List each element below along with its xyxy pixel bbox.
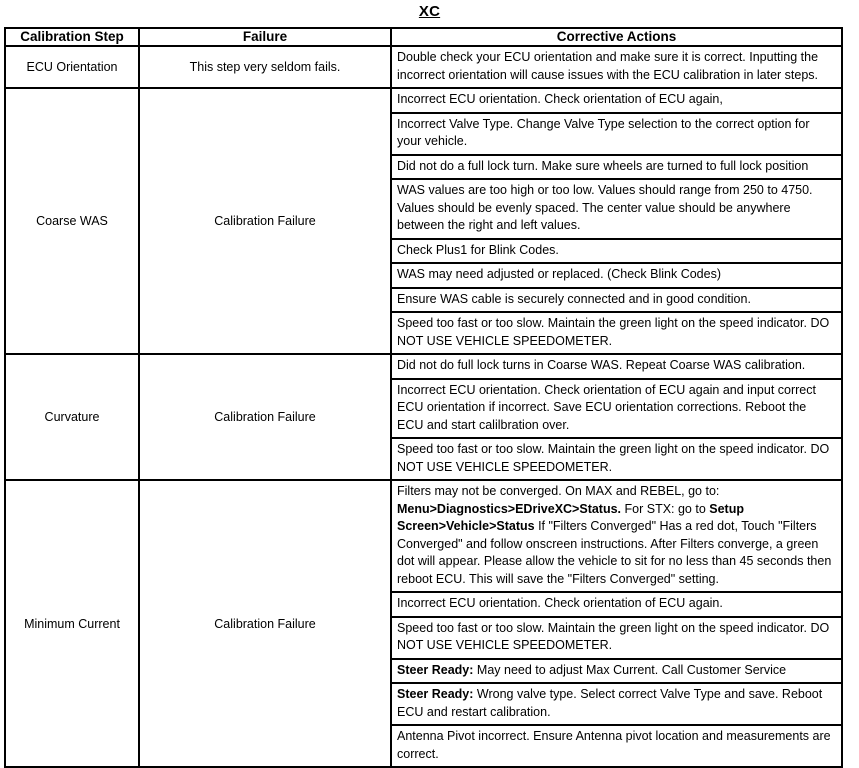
corrective-action-text bbox=[392, 683, 841, 725]
corrective-action-row bbox=[392, 47, 841, 87]
corrective-actions-list bbox=[392, 47, 841, 87]
corrective-actions-list bbox=[392, 481, 841, 766]
corrective-action-row bbox=[392, 592, 841, 617]
corrective-action-text: Incorrect ECU orientation. Check orientation of ECU again. bbox=[392, 592, 841, 617]
corrective-action-row bbox=[392, 155, 841, 180]
table-row bbox=[5, 354, 842, 480]
calibration-step-cell: Minimum Current bbox=[5, 480, 139, 767]
calibration-step-cell: ECU Orientation bbox=[5, 46, 139, 88]
table-header-row bbox=[5, 28, 842, 46]
corrective-action-text: WAS may need adjusted or replaced. (Check Blink Codes) bbox=[392, 263, 841, 288]
body-text: If "Filters Converged" Has a red dot, Touch "Filters Converged" and follow onscreen instructions. After Filters converge, a green dot will appear. Please allow the vehicle to sit for no less than 45 seconds then reboot ECU. This will save the "Filters Converged" setting. bbox=[397, 519, 832, 586]
corrective-action-row bbox=[392, 312, 841, 353]
corrective-actions-cell bbox=[391, 46, 842, 88]
column-header-corrective-actions: Corrective Actions bbox=[391, 28, 842, 46]
emphasis-text: Steer Ready: bbox=[397, 662, 474, 677]
corrective-action-text: Did not do a full lock turn. Make sure wheels are turned to full lock position bbox=[392, 155, 841, 180]
body-text: For STX: go to bbox=[621, 501, 710, 516]
column-header-failure: Failure bbox=[139, 28, 391, 46]
failure-cell: This step very seldom fails. bbox=[139, 46, 391, 88]
failure-cell: Calibration Failure bbox=[139, 354, 391, 480]
body-text: May need to adjust Max Current. Call Customer Service bbox=[473, 662, 787, 677]
corrective-action-row bbox=[392, 179, 841, 239]
table-row bbox=[5, 46, 842, 88]
calibration-step-cell: Coarse WAS bbox=[5, 88, 139, 354]
corrective-actions-cell bbox=[391, 480, 842, 767]
calibration-troubleshooting-table bbox=[4, 27, 843, 768]
failure-cell: Calibration Failure bbox=[139, 480, 391, 767]
corrective-action-row bbox=[392, 659, 841, 684]
corrective-action-text: Double check your ECU orientation and make sure it is correct. Inputting the incorrect orientation will cause issues with the ECU calibration in later steps. bbox=[397, 50, 819, 82]
corrective-action-text: Antenna Pivot incorrect. Ensure Antenna pivot location and measurements are correct. bbox=[392, 725, 841, 766]
table-body bbox=[5, 46, 842, 767]
corrective-action-row bbox=[392, 438, 841, 479]
calibration-step-cell: Curvature bbox=[5, 354, 139, 480]
corrective-action-text: Speed too fast or too slow. Maintain the green light on the speed indicator. DO NOT USE VEHICLE SPEEDOMETER. bbox=[392, 617, 841, 659]
corrective-action-text: Speed too fast or too slow. Maintain the green light on the speed indicator. DO NOT USE VEHICLE SPEEDOMETER. bbox=[392, 438, 841, 479]
corrective-action-row bbox=[392, 89, 841, 113]
corrective-actions-cell bbox=[391, 88, 842, 354]
corrective-actions-list bbox=[392, 89, 841, 353]
corrective-action-text: WAS values are too high or too low. Values should range from 250 to 4750. Values should be evenly spaced. The center value should be anywhere between the right and left values. bbox=[392, 179, 841, 239]
corrective-action-text: Did not do full lock turns in Coarse WAS. Repeat Coarse WAS calibration. bbox=[392, 355, 841, 379]
corrective-action-row bbox=[392, 725, 841, 766]
table-row bbox=[5, 88, 842, 354]
corrective-action-row bbox=[392, 481, 841, 592]
corrective-action-row bbox=[392, 379, 841, 439]
corrective-action-row bbox=[392, 239, 841, 264]
corrective-action-row bbox=[392, 113, 841, 155]
column-header-calibration-step: Calibration Step bbox=[5, 28, 139, 46]
corrective-action-row bbox=[392, 355, 841, 379]
corrective-action-text: Speed too fast or too slow. Maintain the green light on the speed indicator. DO NOT USE VEHICLE SPEEDOMETER. bbox=[392, 312, 841, 353]
emphasis-text: Steer Ready: bbox=[397, 687, 474, 701]
emphasis-text: Menu>Diagnostics>EDriveXC>Status. bbox=[397, 501, 622, 516]
corrective-action-text: Check Plus1 for Blink Codes. bbox=[392, 239, 841, 264]
corrective-action-row bbox=[392, 683, 841, 725]
table-row bbox=[5, 480, 842, 767]
corrective-action-text: Incorrect Valve Type. Change Valve Type selection to the correct option for your vehicle. bbox=[392, 113, 841, 155]
corrective-action-text: Incorrect ECU orientation. Check orientation of ECU again, bbox=[392, 89, 841, 113]
corrective-action-text: Ensure WAS cable is securely connected and in good condition. bbox=[392, 288, 841, 313]
corrective-actions-list bbox=[392, 355, 841, 479]
corrective-action-row bbox=[392, 617, 841, 659]
corrective-actions-cell bbox=[391, 354, 842, 480]
corrective-action-text bbox=[392, 481, 841, 592]
page-title: XC bbox=[418, 3, 441, 20]
corrective-action-row bbox=[392, 263, 841, 288]
failure-cell: Calibration Failure bbox=[139, 88, 391, 354]
body-text: Wrong valve type. Select correct Valve Type and save. Reboot ECU and restart calibration. bbox=[397, 687, 823, 719]
corrective-action-row bbox=[392, 288, 841, 313]
emphasis-text: Setup Screen>Vehicle>Status bbox=[397, 501, 744, 533]
corrective-action-text: Incorrect ECU orientation. Check orientation of ECU again and input correct ECU orientation if incorrect. Save ECU orientation corrections. Reboot the ECU and start calilbration over. bbox=[392, 379, 841, 439]
corrective-action-text bbox=[392, 659, 841, 684]
table-header bbox=[5, 28, 842, 46]
body-text: Filters may not be converged. On MAX and REBEL, go to: bbox=[397, 484, 720, 498]
